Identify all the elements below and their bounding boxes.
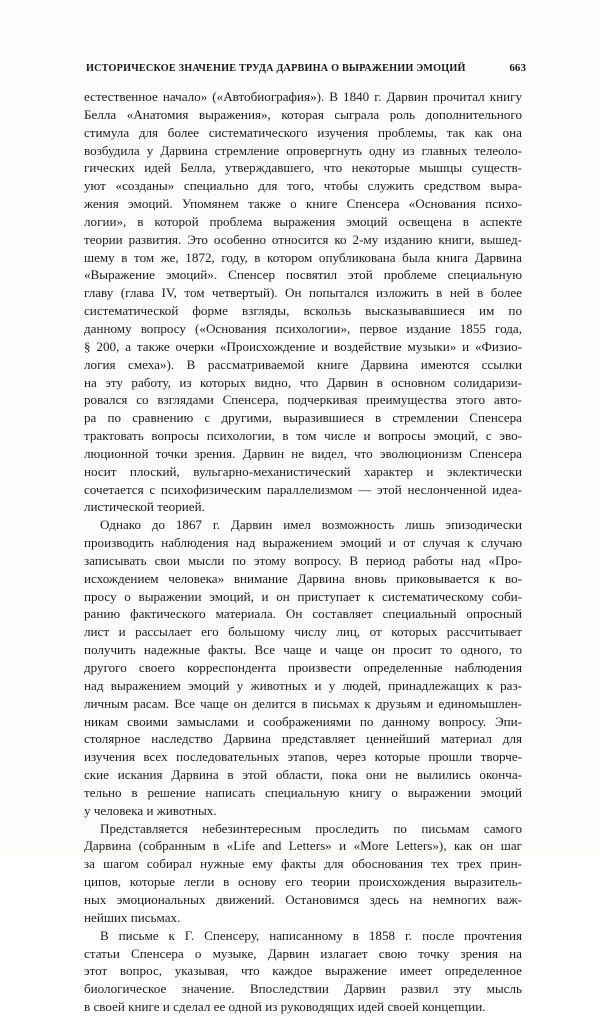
text-line: у человека и животных.: [84, 802, 217, 818]
text-line: трактовать вопросы психологии, в том числе и вопросы эмоций, с эво-: [84, 428, 522, 444]
text-line: ские искания Дарвина в этой области, пока они не вылились оконча-: [84, 767, 522, 783]
text-line: логии», в которой проблема выражения эмоций освещена в аспекте: [84, 213, 522, 229]
text-line: за шагом собирал нужные ему факты для обоснования тех трех прин-: [84, 856, 522, 872]
body-text: [84, 88, 522, 1016]
text-line: § 200, а также очерки «Происхождение и воздействие музыки» и «Физио-: [84, 338, 522, 354]
text-line: уют «созданы» специально для того, чтобы служить средством выра-: [84, 178, 522, 194]
paragraph: [84, 927, 522, 1016]
text-line: исхождением человека» внимание Дарвина вновь приковывается к во-: [84, 570, 522, 586]
text-line: в своей книге и сделал ее одной из руководящих идей своей концепции.: [84, 999, 486, 1015]
text-line: листической теорией.: [84, 499, 205, 515]
text-line: люционной точки зрения. Дарвин не видел, что эволюционизм Спенсера: [84, 445, 522, 461]
text-line: ра по сравнению с другими, выразившиеся в стремлении Спенсера: [84, 410, 522, 426]
text-line: «Выражение эмоций». Спенсер посвятил этой проблеме специальную: [84, 267, 522, 283]
text-line: стимула для более систематического изучения проблемы, так как она: [84, 124, 522, 140]
running-head-title: ИСТОРИЧЕСКОЕ ЗНАЧЕНИЕ ТРУДА ДАРВИНА О ВЫРАЖЕНИИ ЭМОЦИЙ: [86, 63, 466, 74]
text-line: статьи Спенсера о музыке, Дарвин излагает свою точку зрения на: [84, 945, 522, 961]
text-line: биологическое значение. Впоследствии Дарвин развил эту мысль: [84, 981, 522, 997]
running-head: [86, 62, 526, 76]
text-line: Представляется небезинтересным проследить по письмам самого: [100, 820, 522, 836]
paragraph: [84, 516, 522, 819]
text-line: Однако до 1867 г. Дарвин имел возможность лишь эпизодически: [100, 517, 522, 533]
text-line: главу (глава IV, том четвертый). Он попытался изложить в ней в более: [84, 285, 522, 301]
text-line: получить надежные факты. Все чаще и чаще он просит то одного, то: [84, 642, 522, 658]
text-line: естественное начало» («Автобиография»). В 1840 г. Дарвин прочитал книгу: [84, 89, 522, 104]
text-line: жения эмоций. Упомянем также о книге Спенсера «Основания психо-: [84, 196, 522, 212]
text-line: изучения всех последовательных этапов, через которые прошли творче-: [84, 749, 522, 765]
paragraph: [84, 88, 522, 516]
text-line: столярное наследство Дарвина представляет ценнейший материал для: [84, 731, 522, 747]
page-number: 663: [509, 62, 526, 74]
text-line: возбудила у Дарвина стремление опровергнуть одну из главных телеоло-: [84, 142, 522, 158]
text-line: ципов, которые легли в основу его теории происхождения выразитель-: [84, 874, 522, 890]
text-line: записывать свои мысли по этому вопросу. В период работы над «Про-: [84, 552, 522, 568]
text-line: просу о выражении эмоций, и он приступает к систематическому соби-: [84, 588, 522, 604]
text-line: гических идей Белла, утверждавшего, что некоторые мышцы существ-: [84, 160, 522, 176]
paragraph: [84, 820, 522, 927]
text-line: данному вопросу («Основания психологии», первое издание 1855 года,: [84, 320, 522, 336]
text-line: производить наблюдения над выражением эмоций и от случая к случаю: [84, 535, 522, 551]
text-line: сочетается с психофизическим параллелизмом — этой неслонченной идеа-: [84, 481, 522, 497]
text-line: нейших письмах.: [84, 909, 181, 925]
text-line: личным расам. Все чаще он делится в письмах к друзьям и единомышлен-: [84, 695, 522, 711]
text-line: теории развития. Это особенно относится ко 2-му изданию книги, вышед-: [84, 231, 522, 247]
text-line: Дарвина (собранным в «Life and Letters» и «More Letters»), как он шаг: [84, 838, 522, 854]
text-line: ных эмоциональных движений. Остановимся здесь на немногих важ-: [84, 891, 522, 907]
text-line: никам своими замыслами и соображениями по данному вопросу. Эпи-: [84, 713, 522, 729]
text-line: носит плоский, вульгарно-механистический характер и эклектически: [84, 463, 522, 479]
text-line: шему в том же, 1872, году, в котором опубликована была книга Дарвина: [84, 249, 522, 265]
text-line: тельно в решение написать специальную книгу о выражении эмоций: [84, 784, 522, 800]
text-line: В письме к Г. Спенсеру, написанному в 1858 г. после прочтения: [100, 927, 522, 943]
text-line: ровался со взглядами Спенсера, подчеркивая преимущества этого авто-: [84, 392, 522, 408]
text-line: этот вопрос, указывая, что каждое выражение имеет определенное: [84, 963, 522, 979]
text-line: логия смеха»). В рассматриваемой книге Дарвина имеются ссылки: [84, 356, 522, 372]
text-line: ранию фактического материала. Он составляет специальный опросный: [84, 606, 522, 622]
text-line: лист и рассылает его большому числу лиц, от которых рассчитывает: [84, 624, 522, 640]
text-line: на эту работу, из которых видно, что Дарвин в основном солидаризи-: [84, 374, 522, 390]
text-line: другого своего корреспондента произвести определенные наблюдения: [84, 660, 522, 675]
text-line: Белла «Анатомия выражения», которая сыграла роль дополнительного: [84, 106, 522, 122]
text-line: над выражением эмоций у животных и у людей, принадлежащих к раз-: [84, 677, 522, 693]
text-line: систематической форме взгляды, вскользь высказывавшиеся им по: [84, 303, 522, 319]
